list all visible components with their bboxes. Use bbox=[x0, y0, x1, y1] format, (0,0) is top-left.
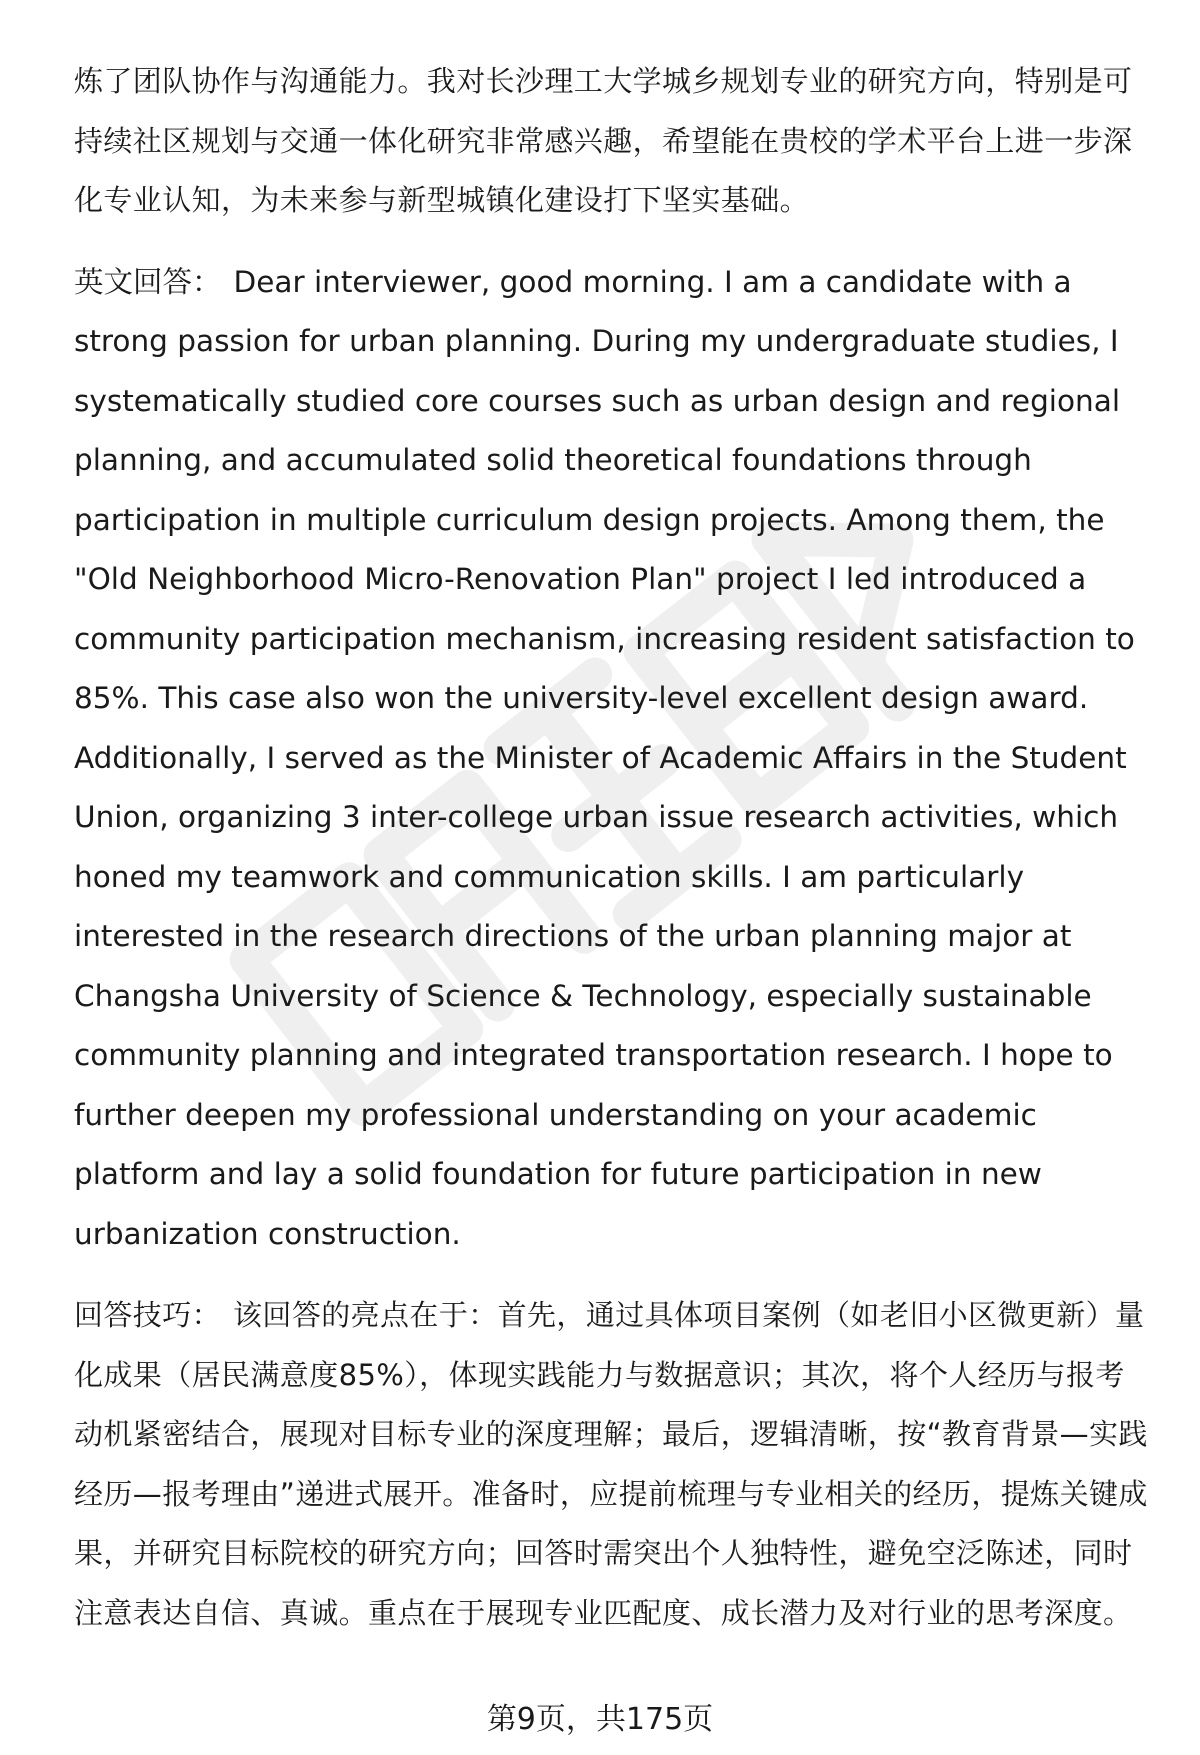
english-answer-paragraph bbox=[74, 253, 1154, 1265]
intro-paragraph: 炼了团队协作与沟通能力。我对长沙理工大学城乡规划专业的研究方向，特别是可持续社区规划与交通一体化研究非常感兴趣，希望能在贵校的学术平台上进一步深化专业认知，为未来参与新型城镇化建设打下坚实基础。 bbox=[74, 64, 1133, 217]
page-number-footer: 第9页，共175页 bbox=[486, 1702, 714, 1737]
answer-tips-label: 回答技巧： bbox=[74, 1298, 222, 1332]
answer-tips-paragraph bbox=[74, 1286, 1154, 1643]
document-body bbox=[74, 52, 1154, 1643]
answer-tips-text: 该回答的亮点在于：首先，通过具体项目案例（如老旧小区微更新）量化成果（居民满意度85%），体现实践能力与数据意识；其次，将个人经历与报考动机紧密结合，展现对目标专业的深度理解；最后，逻辑清晰，按“教育背景—实践经历—报考理由”递进式展开。准备时，应提前梳理与专业相关的经历，提炼关键成果，并研究目标院校的研究方向；回答时需突出个人独特性，避免空泛陈述，同时注意表达自信、真诚。重点在于展现专业匹配度、成长潜力及对行业的思考深度。 bbox=[74, 1298, 1148, 1630]
english-answer-text: Dear interviewer, good morning. I am a candidate with a strong passion for urban planning. During my undergraduate studies, I systematically studied core courses such as urban design and regional planning, and accumulated solid theoretical foundations through participation in multiple curriculum design projects. Among them, the "Old Neighborhood Micro-Renovation Plan" project I led introduced a community participation mechanism, increasing resident satisfaction to 85%. This case also won the university-level excellent design award. Additionally, I served as the Minister of Academic Affairs in the Student Union, organizing 3 inter-college urban issue research activities, which honed my teamwork and communication skills. I am particularly interested in the research directions of the urban planning major at Changsha University of Science & Technology, especially sustainable community planning and integrated transportation research. I hope to further deepen my professional understanding on your academic platform and lay a solid foundation for future participation in new urbanization construction. bbox=[74, 264, 1135, 1251]
english-answer-label: 英文回答： bbox=[74, 264, 222, 299]
